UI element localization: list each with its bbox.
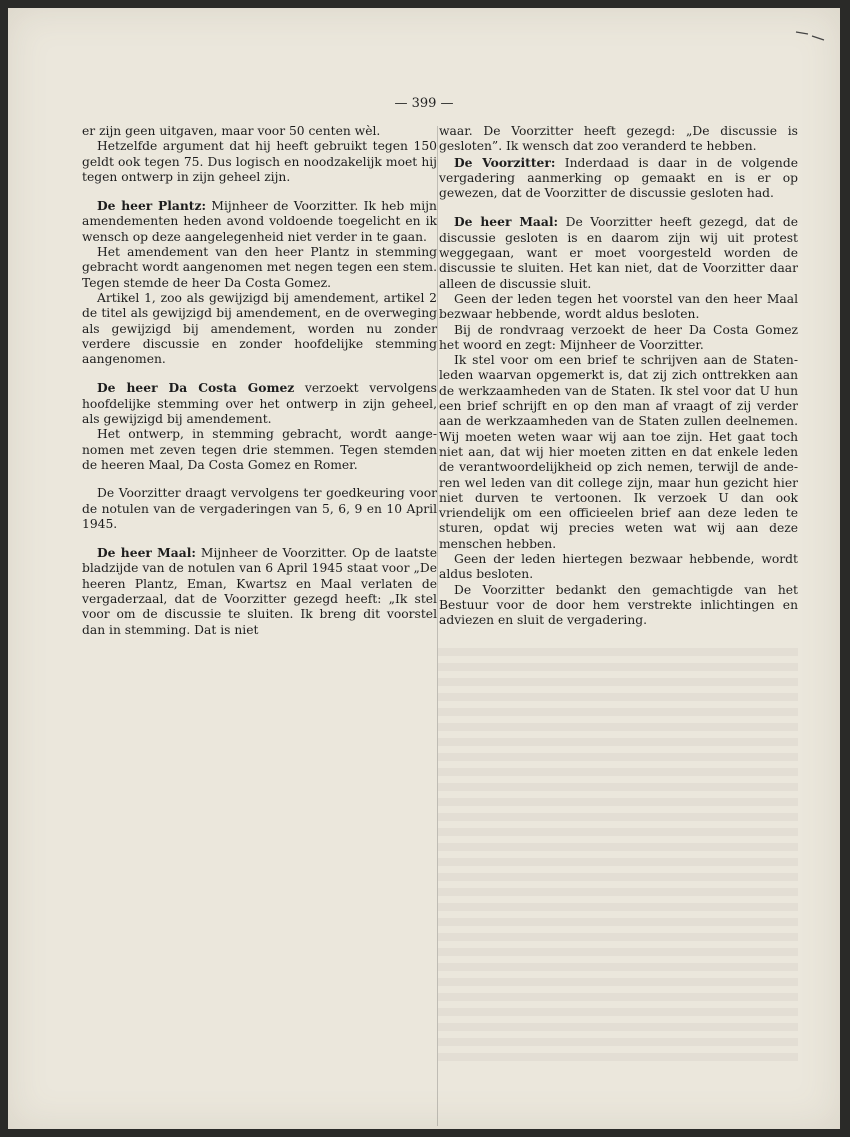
right-column <box>439 124 798 629</box>
paragraph: Het amendement van den heer Plantz in stemming gebracht wordt aangenomen met negen tegen een stem. Tegen stemde de heer Da Costa Gomez. <box>82 245 437 290</box>
pencil-mark-icon <box>794 28 826 42</box>
page-number: — 399 — <box>394 96 454 111</box>
paragraph: Artikel 1, zoo als gewijzigd bij amendement, artikel 2 de titel als gewijzigd bij amendement, en de overweging als gewijzigd bij amendement, worden nu zonder verdere discussie en zonder hoofdelijke stemming aangenomen. <box>82 290 437 367</box>
paragraph: De heer Da Costa Gomez verzoekt vervolgens hoofdelijke stemming over het ontwerp in zijn geheel, als gewijzigd bij amendement. <box>82 380 437 427</box>
paragraph: Bij de rondvraag verzoekt de heer Da Costa Gomez het woord en zegt: Mijnheer de Voorzitter. <box>439 322 798 352</box>
paragraph: er zijn geen uitgaven, maar voor 50 centen wèl. <box>82 124 381 138</box>
speaker-name: De heer Da Costa Gomez <box>97 380 295 396</box>
paragraph: waar. De Voorzitter heeft gezegd: „De discussie is gesloten”. Ik wensch dat zoo veranderd te hebben. <box>439 124 798 154</box>
speaker-name: De heer Maal: <box>454 214 559 230</box>
paragraph: Geen der leden tegen het voorstel van den heer Maal bezwaar hebbende, wordt aldus besloten. <box>439 291 798 322</box>
paragraph: De Voorzitter: Inderdaad is daar in de volgende vergadering aanmerking op gemaakt en is er op gewezen, dat de Voorzitter de discussie gesloten had. <box>439 154 798 201</box>
document-page <box>8 8 840 1129</box>
paragraph: Hetzelfde argument dat hij heeft gebruikt tegen 150 geldt ook tegen 75. Dus logisch en noodzakelijk moet hij tegen ontwerp in zijn geheel zijn. <box>82 139 437 184</box>
paragraph: Ik stel voor om een brief te schrijven aan de Staten-leden waarvan opgemerkt is, dat zij zich onttrekken aan de werkzaamheden van de Staten. Ik stel voor dat U hun een brief schrijft en op den man af vraagt of zij verder aan de werkzaamheden van de Staten zullen deelnemen. Wij moeten weten waar wij aan toe zijn. Het gaat toch niet aan, dat wij hier moeten zitten en dat enkele leden de verantwoordelijkheid op zich nemen, terwijl de anderen wel leden van dit college zijn, maar hun gezicht hier niet durven te vertoonen. Ik verzoek U dan ook vriendelijk om een officieelen brief aan deze leden te sturen, opdat wij precies weten wat wij aan deze menschen hebben. <box>439 353 798 551</box>
paragraph: Het ontwerp, in stemming gebracht, wordt aangenomen met zeven tegen drie stemmen. Tegen stemden de heeren Maal, Da Costa Gomez en Romer. <box>82 427 437 472</box>
show-through-text <box>438 648 798 1068</box>
paragraph: Geen der leden hiertegen bezwaar hebbende, wordt aldus besloten. <box>439 552 798 582</box>
paragraph: De Voorzitter bedankt den gemachtigde van het Bestuur voor de door hem verstrekte inlichtingen en adviezen en sluit de vergadering. <box>439 582 798 628</box>
paragraph: De heer Plantz: Mijnheer de Voorzitter. Ik heb mijn amendementen heden avond voldoende toegelicht en ik wensch op deze aangelegenheid niet verder in te gaan. <box>82 198 437 244</box>
paragraph: De heer Maal: De Voorzitter heeft gezegd, dat de discussie gesloten is en daarom zijn wij uit protest weggegaan, want er moet voorgesteld worden de discussie te sluiten. Het kan niet, dat de Voorzitter daar alleen de discussie sluit. <box>439 214 798 291</box>
speaker-name: De heer Plantz: <box>97 198 207 214</box>
left-column <box>82 124 437 638</box>
speaker-name: De Voorzitter: <box>454 154 556 170</box>
speaker-name: De heer Maal: <box>97 545 196 561</box>
paragraph: De Voorzitter draagt vervolgens ter goedkeuring voor de notulen van de vergaderingen van 5, 6, 9 en 10 April 1945. <box>82 486 437 531</box>
paragraph: De heer Maal: Mijnheer de Voorzitter. Op de laatste bladzijde van de notulen van 6 April 1945 staat voor „De heeren Plantz, Eman, Kwartsz en Maal verlaten de vergaderzaal, dat de Voorzitter gezegd heeft: „Ik stel voor om de discussie te sluiten. Ik breng dit voorstel dan in stemming. Dat is niet <box>82 545 437 637</box>
